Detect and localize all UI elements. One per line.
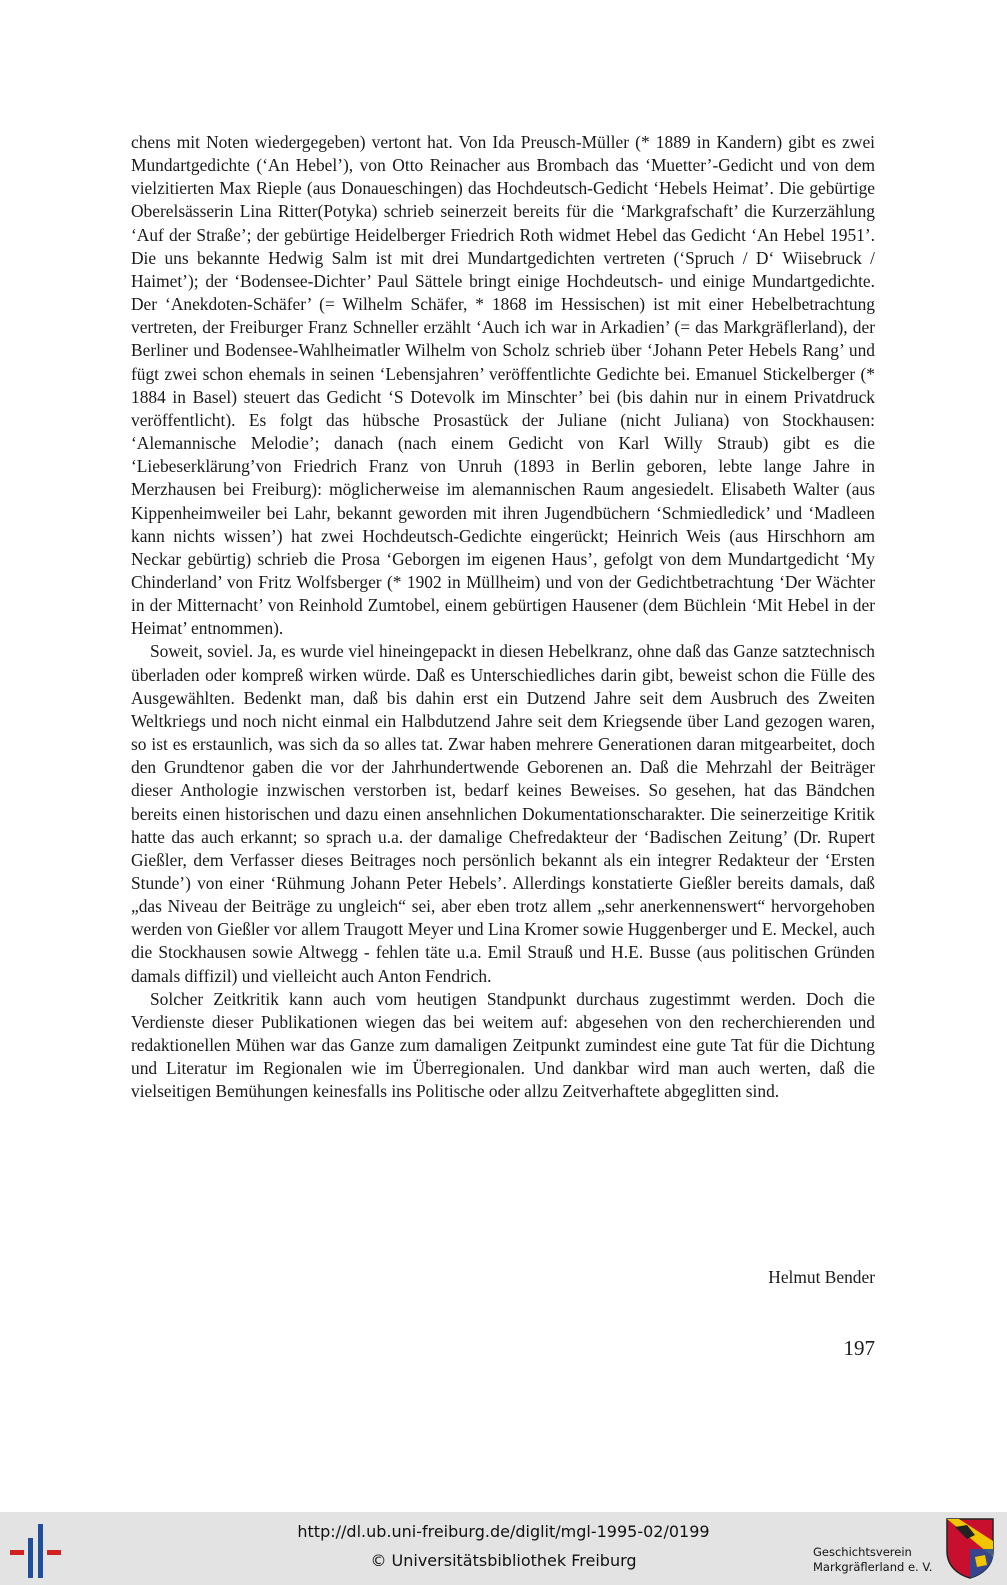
author-signature: Helmut Bender xyxy=(768,1267,875,1287)
society-name xyxy=(813,1545,938,1575)
society-name-line-2: Markgräflerland e. V. xyxy=(813,1560,933,1574)
footer-permalink[interactable]: http://dl.ub.uni-freiburg.de/diglit/mgl-1995-02/0199 xyxy=(297,1522,710,1541)
paragraph-1: chens mit Noten wiedergegeben) vertont hat. Von Ida Preusch-Müller (* 1889 in Kandern) gibt es zwei Mundartgedichte (‘An Hebel’), von Otto Reinacher aus Brombach das ‘Muetter’-Gedicht und von dem vielzitierten Max Rieple (aus Donaueschingen) das Hochdeutsch-Gedicht ‘Hebels Heimat’. Die gebürtige Oberelsässerin Lina Ritter(Potyka) schrieb seinerzeit bereits für die ‘Markgrafschaft’ die Kurzerzählung ‘Auf der Straße’; der gebürtige Heidelberger Friedrich Roth widmet Hebel das Gedicht ‘An Hebel 1951’. Die uns bekannte Hedwig Salm ist mit drei Mundartgedichten vertreten (‘Spruch / D‘ Wiisebruck / Haimet’); der ‘Bodensee-Dichter’ Paul Sättele bringt einige Hochdeutsch- und einige Mundartgedichte. Der ‘Anekdoten-Schäfer’ (= Wilhelm Schäfer, * 1868 im Hessischen) ist mit einer Hebelbetrachtung vertreten, der Freiburger Franz Schneller erzählt ‘Auch ich war in Arkadien’ (= das Markgräflerland), der Berliner und Bodensee-Wahlheimatler Wilhelm von Scholz schrieb über ‘Johann Peter Hebels Rang’ und fügt zwei schon ehemals in seinen ‘Lebensjahren’ veröffentlichte Gedichte bei. Emanuel Stickelberger (* 1884 in Basel) steuert das Gedicht ‘S Dotevolk im Minschter’ bei (bis dahin nur in einem Privatdruck veröffentlicht). Es folgt das hübsche Prosastück der Juliane (nicht Juliana) von Stockhausen: ‘Alemannische Melodie’; danach (nach einem Gedicht von Karl Willy Straub) gibt es die ‘Liebeserklärung’von Friedrich Franz von Unruh (1893 in Berlin geboren, lebte lange Jahre in Merzhausen bei Freiburg): möglicherweise im alemannischen Raum angesiedelt. Elisabeth Walter (aus Kippenheimweiler bei Lahr, bekannt geworden mit ihren Jugendbüchern ‘Schmiedledick’ und ‘Madleen kann nichts wissen’) hat zwei Hochdeutsch-Gedichte eingerückt; Heinrich Weis (aus Hirschhorn am Neckar gebürtig) schrieb die Prosa ‘Geborgen im eigenen Haus’, gefolgt von dem Mundartgedicht ‘My Chinderland’ von Fritz Wolfsberger (* 1902 in Müllheim) und von der Gedichtbetrachtung ‘Der Wächter in der Mitternacht’ von Reinhold Zumtobel, einem gebürtigen Hausener (dem Büchlein ‘Mit Hebel in der Heimat’ entnommen). xyxy=(131,132,875,639)
footer-copyright: © Universitätsbibliothek Freiburg xyxy=(370,1551,637,1570)
article-body xyxy=(131,131,875,1104)
society-name-line-1: Geschichtsverein xyxy=(813,1545,912,1559)
page-number: 197 xyxy=(843,1336,875,1360)
paragraph-2: Soweit, soviel. Ja, es wurde viel hineingepackt in diesen Hebelkranz, ohne daß das Ganze satztechnisch überladen oder kompreß wirken würde. Daß es Unterschiedliches darin gibt, beweist schon die Fülle des Ausgewählten. Bedenkt man, daß bis dahin erst ein Dutzend Jahre seit dem Ausbruch des Zweiten Weltkriegs und noch nicht einmal ein Halbdutzend Jahre seit dem Kriegsende über Land gezogen waren, so ist es erstaunlich, was sich da so alles tat. Zwar haben mehrere Generationen daran mitgearbeitet, doch den Grundtenor gaben die vor der Jahrhundertwende Geborenen an. Daß die Mehrzahl der Beiträger dieser Anthologie inzwischen verstorben ist, bedarf keines Beweises. So gesehen, hat das Bändchen bereits einen historischen und dazu einen ansehnlichen Dokumentationscharakter. Die seinerzeitige Kritik hatte das auch erkannt; so sprach u.a. der damalige Chefredakteur der ‘Badischen Zeitung’ (Dr. Rupert Gießler, dem Verfasser dieses Beitrages noch persönlich bekannt als ein integrer Redakteur der ‘Ersten Stunde’) von einer ‘Rühmung Johann Peter Hebels’. Allerdings konstatierte Gießler bereits damals, daß „das Niveau der Beiträge zu ungleich“ sei, aber eben trotz allem „sehr anerkennenswert“ hervorgehoben werden von Gießler vor allem Traugott Meyer und Lina Kromer sowie Huggenberger und E. Meckel, auch die Stockhausen sowie Altwegg - fehlen täte u.a. Emil Strauß und H.E. Busse (aus politischen Gründen damals diffizil) und vielleicht auch Anton Fendrich. xyxy=(131,641,875,986)
coat-of-arms-icon xyxy=(945,1517,995,1579)
paragraph-3: Solcher Zeitkritik kann auch vom heutigen Standpunkt durchaus zugestimmt werden. Doch die Verdienste dieser Publikationen wiegen das bei weitem auf: abgesehen von den recherchierenden und redaktionellen Mühen war das Ganze zum damaligen Zeitpunkt zumindest eine gute Tat für die Dichtung und Literatur im Regionalen wie im Überregionalen. Und dankbar wird man auch werten, daß die vielseitigen Bemühungen keinesfalls ins Politische oder allzu Zeitverhaftete abgeglitten sind. xyxy=(131,988,875,1102)
